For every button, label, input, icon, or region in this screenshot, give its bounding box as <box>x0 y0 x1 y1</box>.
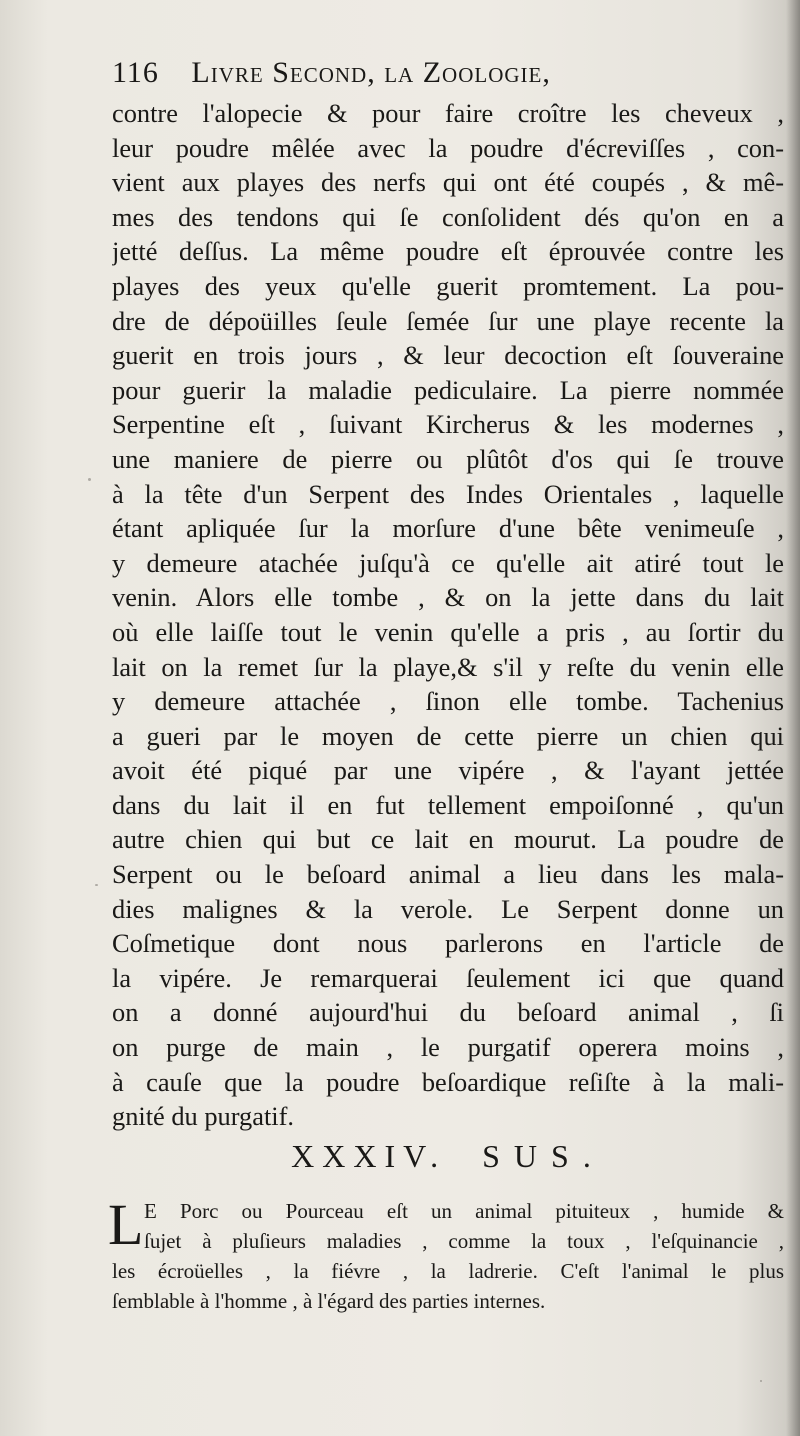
text-line: dans du lait il en fut tellement empoiſonné , qu'un <box>112 789 784 820</box>
text-line: ſemblable à l'homme , à l'égard des parties internes. <box>112 1289 546 1313</box>
drop-cap: L <box>108 1192 144 1257</box>
text-line: jetté deſſus. La même poudre eſt éprouvée contre les <box>112 236 784 267</box>
section-text-block <box>112 1196 784 1316</box>
text-line: venin. Alors elle tombe , & on la jette dans du lait <box>112 582 784 613</box>
text-line: a gueri par le moyen de cette pierre un chien qui <box>112 720 784 751</box>
text-line: pour guerir la maladie pediculaire. La pierre nommée <box>112 374 784 405</box>
page-number: 116 <box>112 56 159 89</box>
text-line: vient aux playes des nerfs qui ont été coupés , & mê- <box>112 167 784 198</box>
section-number: XXXIV. <box>291 1138 447 1174</box>
text-line: Serpent ou le beſoard animal a lieu dans les mala- <box>112 859 784 890</box>
binding-shadow <box>786 0 800 1436</box>
text-line: dre de dépoüilles ſeule ſemée ſur une playe recente la <box>112 305 784 336</box>
text-line: y demeure atachée juſqu'à ce qu'elle ait atiré tout le <box>112 547 784 578</box>
text-line: les écroüelles , la fiévre , la ladrerie. C'eſt l'animal le plus <box>112 1259 784 1283</box>
text-line: Coſmetique dont nous parlerons en l'article de <box>112 928 784 959</box>
text-line: y demeure attachée , ſinon elle tombe. Tachenius <box>112 686 784 717</box>
text-line: à cauſe que la poudre beſoardique reſiſte à la mali- <box>112 1066 784 1097</box>
text-line: Serpentine eſt , ſuivant Kircherus & les modernes , <box>112 409 784 440</box>
running-head <box>112 56 712 96</box>
main-text-block <box>112 96 784 1134</box>
text-line: on a donné aujourd'hui du beſoard animal , ſi <box>112 997 784 1028</box>
text-line: E Porc ou Pourceau eſt un animal pituiteux , humide & <box>144 1199 784 1223</box>
section-heading <box>112 1138 784 1175</box>
text-line: gnité du purgatif. <box>112 1101 295 1132</box>
text-line: dies malignes & la verole. Le Serpent donne un <box>112 893 784 924</box>
text-line: leur poudre mêlée avec la poudre d'écreviſſes , con- <box>112 132 784 163</box>
text-line: lait on la remet ſur la playe,& s'il y reſte du venin elle <box>112 651 784 682</box>
text-line: autre chien qui but ce lait en mourut. La poudre de <box>112 824 784 855</box>
text-line: ſujet à pluſieurs maladies , comme la toux , l'eſquinancie , <box>144 1229 784 1253</box>
text-line: guerit en trois jours , & leur decoction eſt ſouveraine <box>112 340 784 371</box>
text-line: on purge de main , le purgatif operera moins , <box>112 1032 784 1063</box>
text-line: la vipére. Je remarquerai ſeulement ici que quand <box>112 962 784 993</box>
text-line: playes des yeux qu'elle guerit promtement. La pou- <box>112 270 784 301</box>
text-line: contre l'alopecie & pour faire croître les cheveux , <box>112 98 784 128</box>
running-title: Livre Second, la Zoologie, <box>191 56 551 89</box>
text-line: une maniere de pierre ou plûtôt d'os qui ſe trouve <box>112 443 784 474</box>
section-title: SUS. <box>482 1138 605 1174</box>
text-line: mes des tendons qui ſe conſolident dés qu'on en a <box>112 201 784 232</box>
text-line: où elle laiſſe tout le venin qu'elle a pris , au ſortir du <box>112 616 784 647</box>
text-line: avoit été piqué par une vipére , & l'ayant jettée <box>112 755 784 786</box>
text-line: étant apliquée ſur la morſure d'une bête venimeuſe , <box>112 513 784 544</box>
text-line: à la tête d'un Serpent des Indes Orientales , laquelle <box>112 478 784 509</box>
